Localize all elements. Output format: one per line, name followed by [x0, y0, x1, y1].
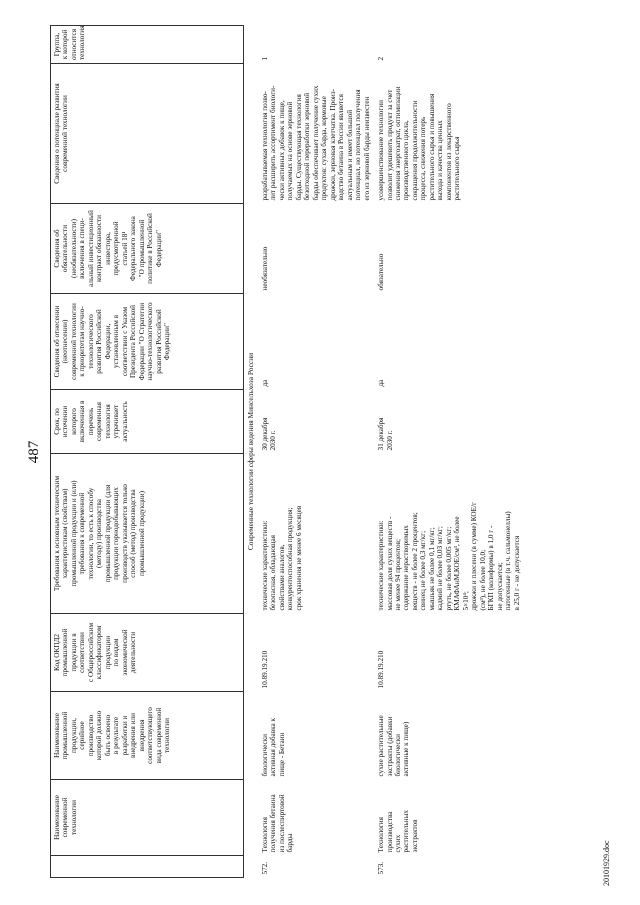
page-number: 487: [26, 440, 42, 464]
group: 1: [260, 56, 269, 61]
technology-name: Технология получения бетаина из послеспиртовой барды: [260, 794, 295, 853]
table-row: [374, 26, 524, 878]
table-header-row: [51, 26, 244, 878]
header-requirements: Требования к основным техническим характеристикам (свойствам) промышленной продукции и (или) требования к современной технологии, то есть к способу (методу) производства промышленной продукции (для продукции горнодобывающих производств указывается только способ (метод) производства промышленной продукции): [51, 454, 244, 614]
potential: усовершенствование технологии позволит удешевить продукт за счет снижения энергозатрат, оптимизации производственного цикла, сокращения продолжительности процесса, снижения потерь растительного сырья и повышения выхода и качества ценных компонентов из лекарственного растительного сырья: [377, 86, 462, 201]
group: 2: [377, 56, 386, 61]
product-name: биологически активная добавка к пище - Бетаин: [260, 718, 286, 777]
product-name: сухие растительные экстракты (добавки биологически активные к пище): [377, 715, 411, 777]
footer-filename: 20101929.doc: [602, 840, 611, 886]
priority: да: [377, 379, 386, 387]
row-number: 572.: [260, 861, 269, 875]
header-product-name: Наименование промышленной продукции, серийное производство которой должно быть освоено в результате разработки и внедрения или внедрения соответствующего вида современной технологии: [51, 692, 244, 780]
section-title: Современные технологии сферы ведения Минсельхоза России: [246, 352, 255, 551]
header-priority: Сведения об отнесении (неотнесении) современной технологии к приоритетам научно- технологического развития Российской Федерации, установленным в соответствии с Указом Президента Российской Федерации "О Стратегии научно-технологического развития Российской Федерации": [51, 294, 244, 390]
deadline: 30 декабря 2030 г.: [260, 417, 278, 451]
okpd2-code: 10.89.19.210: [260, 650, 269, 689]
requirements: технические характеристики: массовая доля сухих веществ - не менее 94 процентов; содержание нерастворимых веществ - не более 2 процентов; свинец не более 0,3 мг/кг; мышьяк не более 0,1 мг/кг; кадмий не более 0,03 мг/кг; ртуть, не более 0,005 мг/кг; КМАФАнМ,КОЕ/см³, не более 5×10⁴; дрожжи и плесени (в сумме) КОЕ/г (см³), не более 10,0; БГКП (колиформы) в 1,0 г - не допускается; патогенные (в т.ч. сальмонеллы) в 25,0 г - не допускается: [377, 502, 521, 611]
technology-name: Технология производства сухих растительных экстрактов: [377, 810, 419, 853]
obligation: обязательно: [377, 253, 386, 291]
deadline: 31 декабря 2030 г.: [377, 417, 394, 451]
rotated-page: [20, 12, 620, 892]
header-potential: Сведения о потенциале развития современной технологии: [51, 64, 244, 204]
header-deadline: Срок, по истечении которого включенная в перечень современная технология утрачивает актуальность: [51, 390, 244, 454]
header-technology-name: Наименование современной технологии: [51, 780, 244, 856]
row-number: 573.: [377, 861, 386, 875]
technology-table: [50, 25, 524, 878]
obligation: необязательно: [260, 246, 269, 291]
header-number: [51, 856, 244, 878]
table-row: [258, 26, 374, 878]
priority: да: [260, 379, 269, 387]
requirements: технические характеристики: безопасная, обладающая свойствами аналогов, конкурентоспособная продукция; срок хранения не менее 6 месяцев: [260, 505, 303, 611]
header-obligation: Сведения об обязательности (необязательности) включения в специ- альный инвестиционный контракт обязанности инвестора, предусмотренной статьей 18¹ Федерального закона "О промышленной политике в Российской Федерации": [51, 204, 244, 294]
potential: разрабатываемая технология позво- лит расширить ассортимент биологи- чески активных добавок к пище, получаемых на основе зерновой барды. Существующая технология безотходной переработки зерновой барды обеспечивает получение сухих продуктов: сухая барда, кормовые дрожжи, зерновая клетчатка. Произ- водство бетаина в России является актуальным и имеет большой потенциал, но потенциал получения его из зерновой барды неизвестен: [260, 85, 371, 201]
okpd2-code: 10.89.19.210: [377, 650, 386, 689]
header-okpd2-code: Код ОКПД2 промышленной продукции в соответствии с Общероссийским классификатором продукции по видам экономической деятельности: [51, 614, 244, 692]
header-group: Группа, к которой относится технология: [51, 26, 244, 64]
